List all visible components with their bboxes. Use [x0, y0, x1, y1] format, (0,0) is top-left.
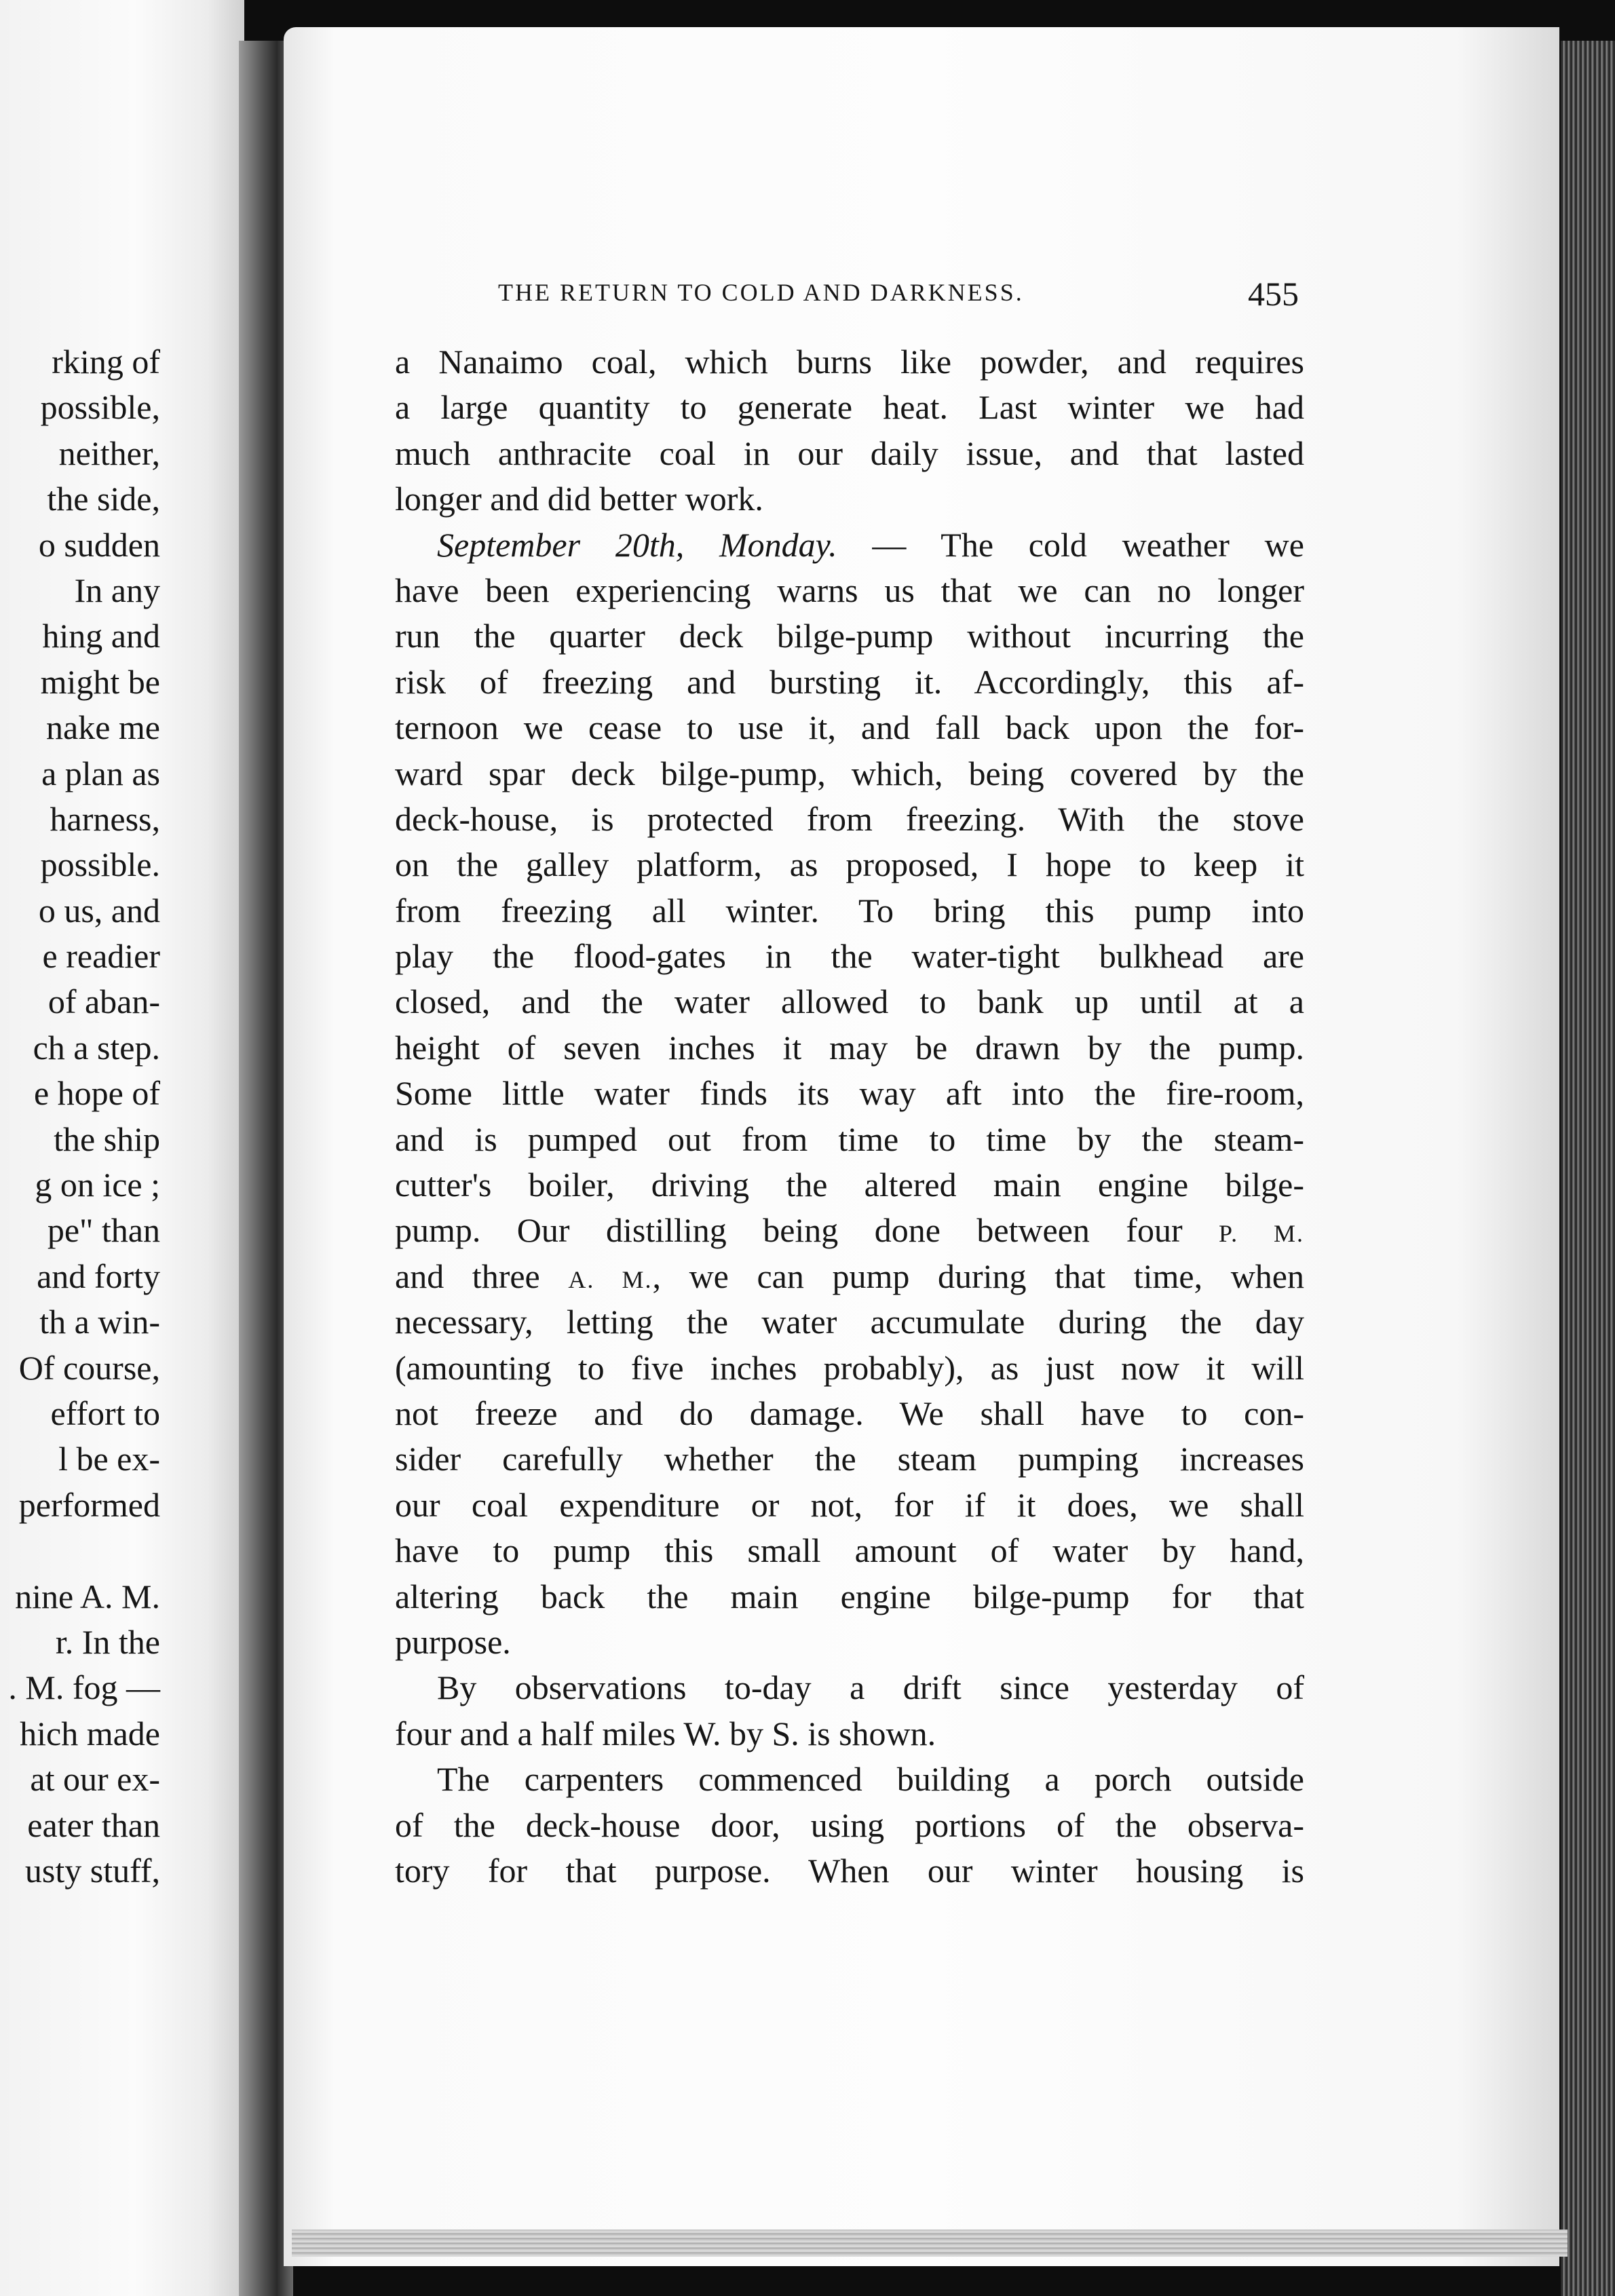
previous-page-line: ch a step. [33, 1028, 160, 1067]
previous-page-line: nake me [46, 708, 160, 747]
page-number: 455 [1248, 275, 1299, 313]
previous-page-line: might be [40, 662, 160, 701]
text-line [395, 1254, 1304, 1299]
previous-page-line: l be ex- [58, 1440, 160, 1478]
running-title: THE RETURN TO COLD AND DARKNESS. [498, 279, 1024, 306]
text-line: purpose. [395, 1622, 511, 1661]
text-line: longer and did better work. [395, 480, 763, 518]
previous-page-line: usty stuff, [24, 1851, 160, 1890]
paragraph-carpenters [395, 1757, 1304, 1894]
text-line: Some little water finds its way aft into the fire-room, [395, 1074, 1304, 1113]
running-head [498, 274, 1299, 318]
text-line: tory for that purpose. When our winter housing is [395, 1851, 1304, 1890]
text-line: deck-house, is protected from freezing. With the stove [395, 799, 1304, 838]
text-run: and three [395, 1257, 569, 1295]
page-bottom-edge [292, 2230, 1568, 2257]
text-line: play the flood-gates in the water-tight bulkhead are [395, 937, 1304, 976]
previous-page-line: and forty [37, 1257, 160, 1295]
text-line: a Nanaimo coal, which burns like powder, and requires [395, 343, 1304, 381]
previous-page-fragment [0, 0, 244, 2296]
text-line: four and a half miles W. by S. is shown. [395, 1714, 936, 1753]
previous-page-line: o us, and [38, 891, 160, 930]
previous-page-line: neither, [58, 434, 160, 472]
previous-page-line: Of course, [18, 1348, 160, 1387]
text-line: (amounting to five inches probably), as just now it will [395, 1348, 1304, 1387]
text-line: a large quantity to generate heat. Last winter we had [395, 388, 1304, 427]
text-line: ward spar deck bilge-pump, which, being covered by the [395, 754, 1304, 792]
text-run: , we can pump during that time, when [652, 1257, 1304, 1295]
text-line: ternoon we cease to use it, and fall back upon the for- [395, 708, 1304, 747]
text-line: risk of freezing and bursting it. Accordingly, this af- [395, 662, 1304, 701]
previous-page-line: possible. [40, 845, 160, 884]
text-line: The carpenters commenced building a porch outside [437, 1760, 1304, 1799]
previous-page-line: eater than [27, 1805, 160, 1844]
text-line: necessary, letting the water accumulate during the day [395, 1303, 1304, 1341]
text-line: on the galley platform, as proposed, I hope to keep it [395, 845, 1304, 884]
text-line: of the deck-house door, using portions of the observa- [395, 1805, 1304, 1844]
text-line: closed, and the water allowed to bank up until at a [395, 982, 1304, 1021]
previous-page-line: e readier [42, 937, 160, 976]
page-body [395, 339, 1304, 1894]
text-line: height of seven inches it may be drawn by the pump. [395, 1028, 1304, 1067]
previous-page-line: e hope of [33, 1074, 160, 1113]
text-line: By observations to-day a drift since yesterday of [437, 1668, 1304, 1707]
previous-page-line: the side, [47, 480, 160, 518]
text-line: our coal expenditure or not, for if it does, we shall [395, 1485, 1304, 1524]
previous-page-line: . M. fog — [8, 1668, 160, 1707]
previous-page-line: hich made [20, 1714, 160, 1753]
previous-page-line: rking of [52, 343, 160, 381]
text-line: sider carefully whether the steam pumping increases [395, 1440, 1304, 1478]
text-line: not freeze and do damage. We shall have to con- [395, 1394, 1304, 1432]
previous-page-line: possible, [40, 388, 160, 427]
text-line: have to pump this small amount of water by hand, [395, 1531, 1304, 1570]
text-line: and is pumped out from time to time by the steam- [395, 1120, 1304, 1158]
previous-page-line: pe" than [47, 1211, 160, 1250]
paragraph-september-20 [395, 522, 1304, 1666]
text-line: have been experiencing warns us that we can no longer [395, 571, 1304, 609]
previous-page-line: r. In the [55, 1622, 160, 1661]
previous-page-line: In any [74, 571, 160, 609]
previous-page-line: effort to [50, 1394, 160, 1432]
journal-date: September 20th, Monday. [437, 525, 837, 564]
page-stack-edge [1561, 41, 1615, 2296]
text-line: cutter's boiler, driving the altered main engine bilge- [395, 1166, 1304, 1204]
previous-page-text [0, 339, 160, 1894]
previous-page-line: nine A. M. [15, 1577, 160, 1615]
previous-page-line: o sudden [38, 525, 160, 564]
text-line [395, 1208, 1304, 1253]
previous-page-line: g on ice ; [35, 1166, 160, 1204]
text-line: from freezing all winter. To bring this pump into [395, 891, 1304, 930]
paragraph-observations [395, 1665, 1304, 1757]
previous-page-line: th a win- [39, 1303, 160, 1341]
previous-page-line [0, 1528, 160, 1573]
text-line: run the quarter deck bilge-pump without incurring the [395, 617, 1304, 655]
previous-page-line: hing and [42, 617, 160, 655]
text-line: much anthracite coal in our daily issue, and that lasted [395, 434, 1304, 472]
previous-page-line: of aban- [48, 982, 160, 1021]
time-abbrev-am: A. M. [568, 1265, 653, 1293]
text-line [395, 522, 1304, 568]
time-abbrev-pm: P. M. [1219, 1220, 1304, 1248]
previous-page-line: performed [18, 1485, 160, 1524]
previous-page-line: harness, [50, 799, 160, 838]
paragraph-coal [395, 339, 1304, 522]
text-run: — The cold weather we [837, 525, 1304, 564]
previous-page-line: a plan as [41, 754, 160, 792]
text-run: pump. Our distilling being done between four [395, 1211, 1219, 1250]
text-line: altering back the main engine bilge-pump for that [395, 1577, 1304, 1615]
previous-page-line: the ship [54, 1120, 160, 1158]
previous-page-line: at our ex- [30, 1760, 160, 1799]
